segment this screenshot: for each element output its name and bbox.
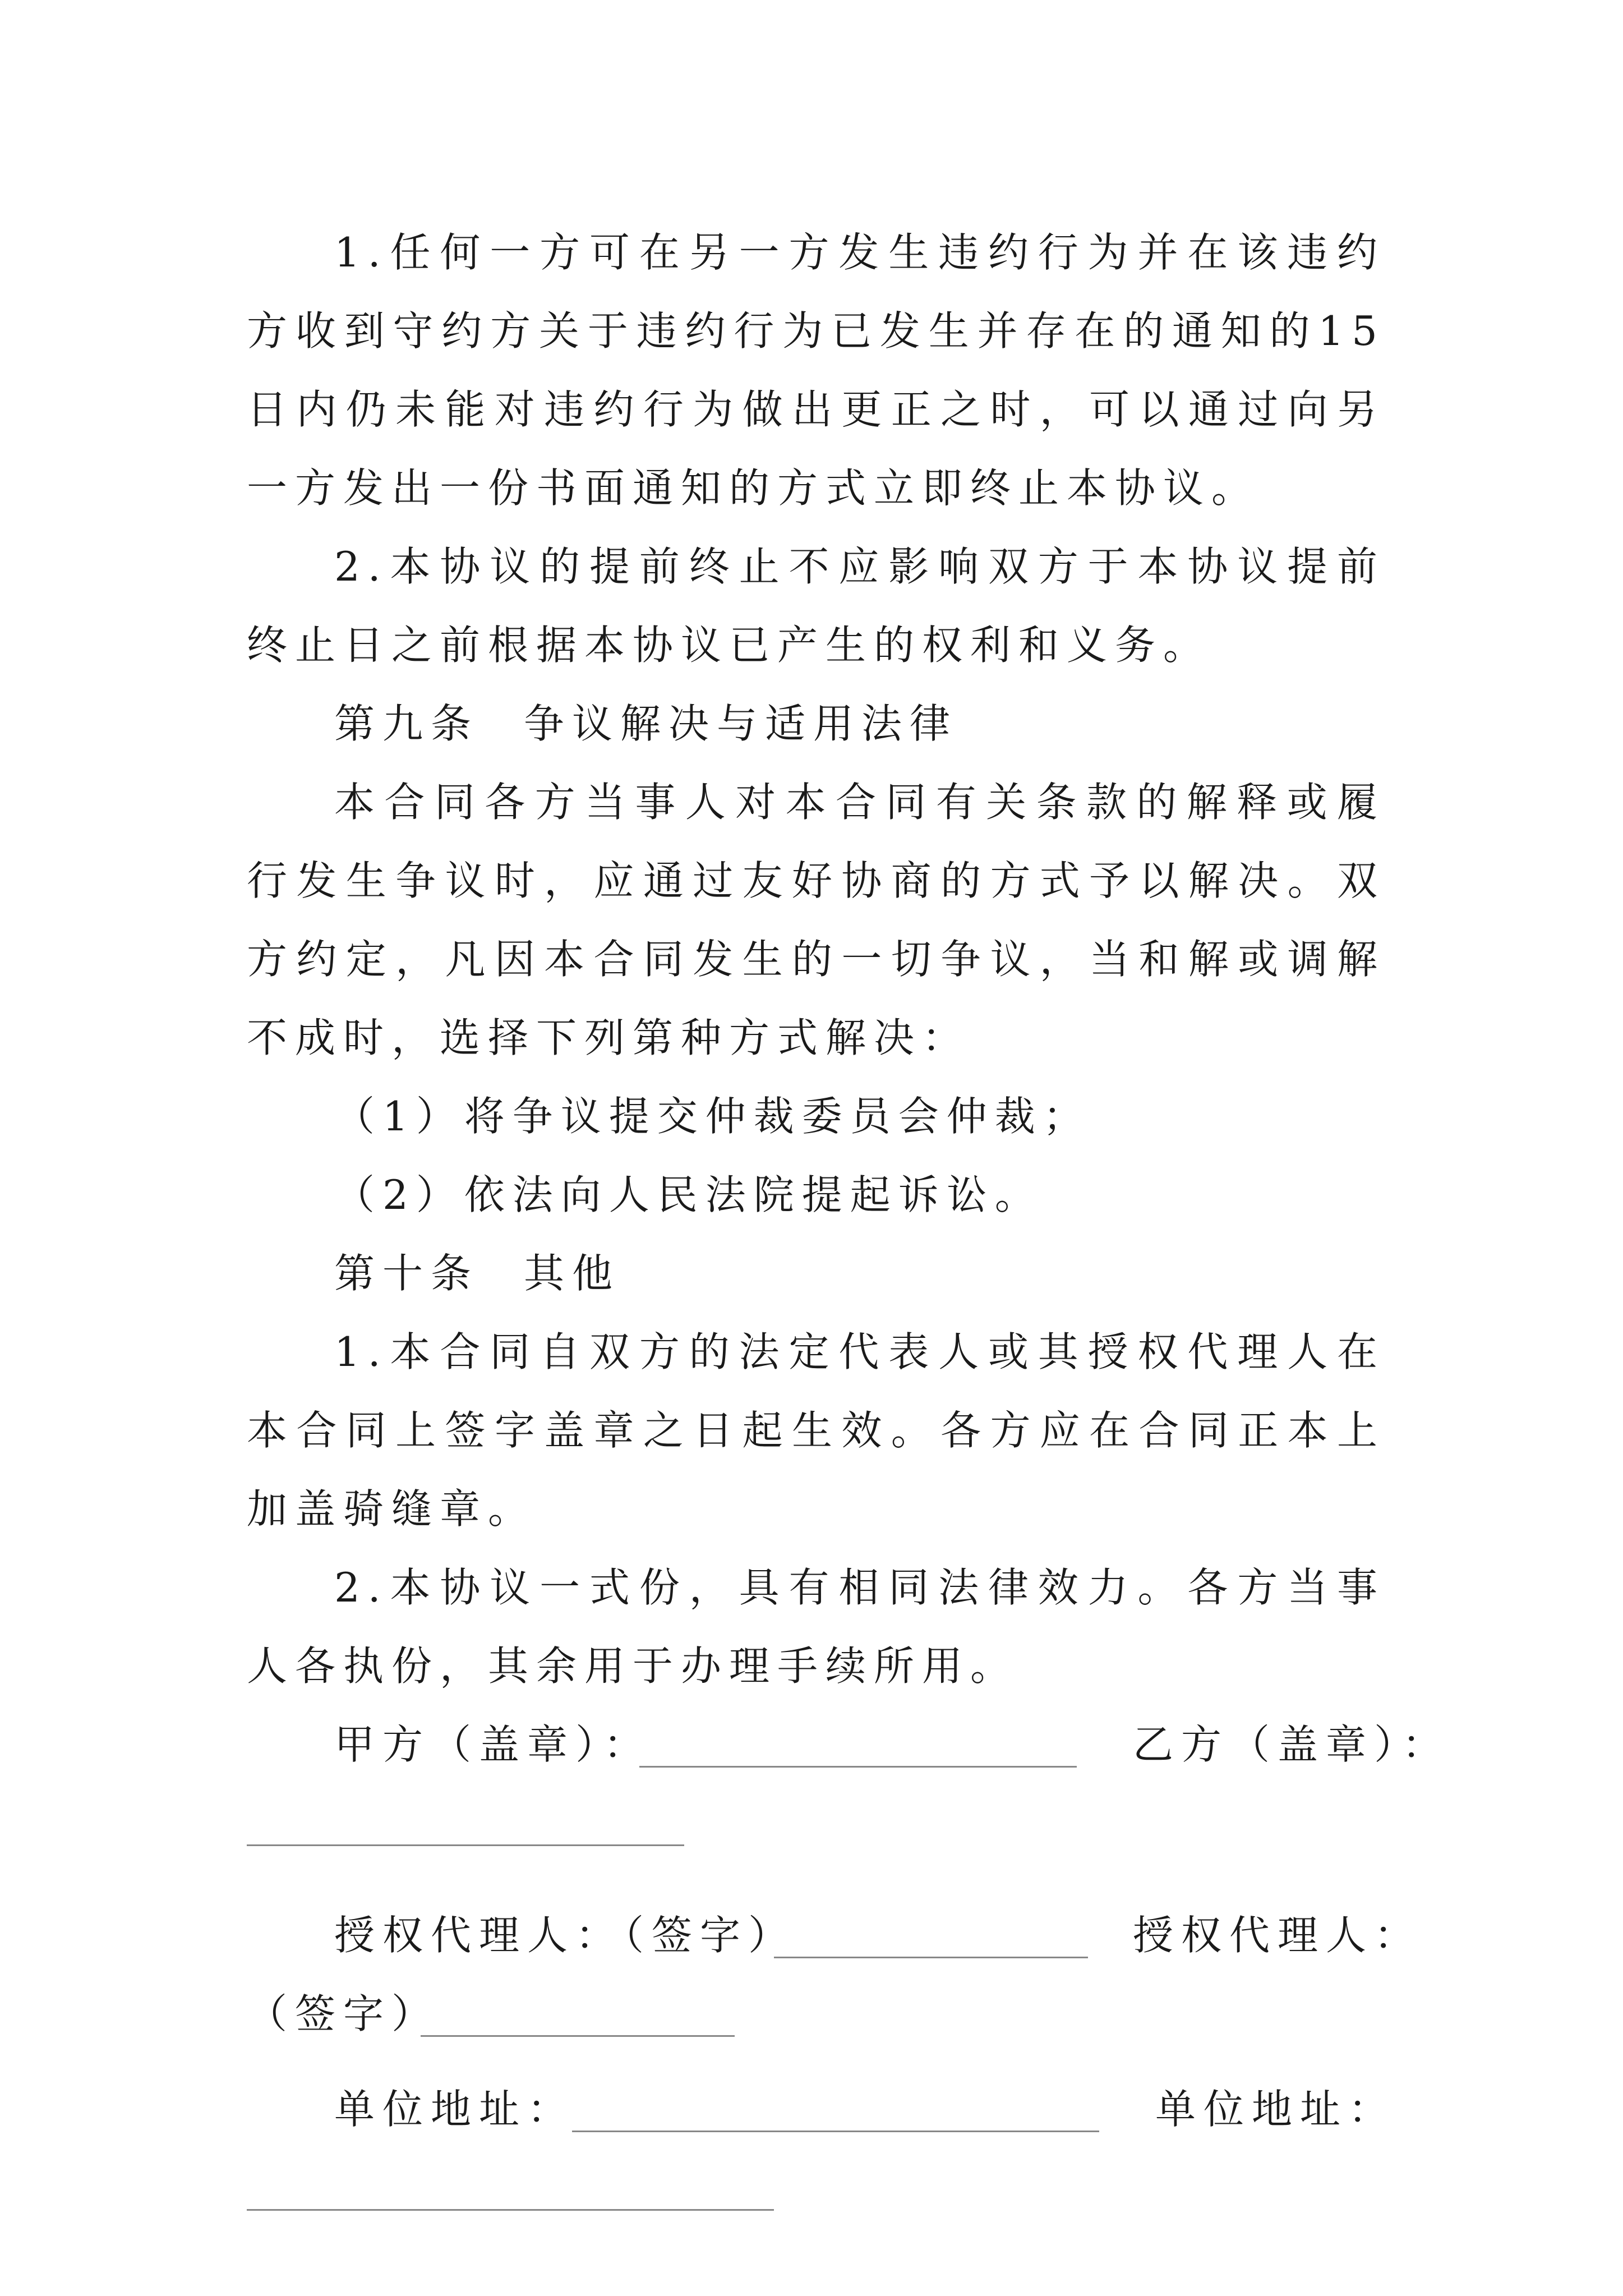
party-b-seal-blank[interactable] — [247, 1844, 684, 1846]
seal-row — [247, 1705, 1451, 1784]
party-b-seal-label: 乙方（盖章）： — [1133, 1721, 1451, 1768]
article-10-heading — [247, 1234, 1385, 1313]
agent-a-label: 授权代理人：（签字） — [334, 1912, 797, 1959]
article-10-title: 其他 — [524, 1250, 621, 1297]
seal-row-continued — [247, 1784, 1385, 1862]
address-a-blank[interactable] — [572, 2131, 1099, 2132]
address-row-continued — [247, 2148, 1385, 2227]
clause-other-2: 2.本协议一式份，具有相同法律效力。各方当事人各执份，其余用于办理手续所用。 — [247, 1564, 1385, 1690]
clause-termination-1: 1.任何一方可在另一方发生违约行为并在该违约方收到守约方关于违约行为已发生并存在的通知的15日内仍未能对违约行为做出更正之时，可以通过向另一方发出一份书面通知的方式立即终止本协议。 — [247, 229, 1385, 512]
party-a-seal-label: 甲方（盖章）： — [334, 1721, 652, 1768]
clause-other-1: 1.本合同自双方的法定代表人或其授权代理人在本合同上签字盖章之日起生效。各方应在合同正本上加盖骑缝章。 — [247, 1328, 1385, 1533]
agent-row — [247, 1896, 1423, 1975]
agent-a-blank[interactable] — [774, 1957, 1088, 1958]
address-b-blank[interactable] — [247, 2209, 774, 2211]
agent-row-continued — [247, 1975, 1385, 2053]
address-row — [247, 2070, 1397, 2148]
article-10-number: 第十条 — [334, 1250, 479, 1297]
agent-b-label: 授权代理人： — [1133, 1912, 1423, 1959]
article-9-heading — [247, 684, 1385, 763]
address-b-label: 单位地址： — [1155, 2086, 1397, 2133]
party-a-seal-blank[interactable] — [639, 1766, 1077, 1768]
clause-termination-2: 2.本协议的提前终止不应影响双方于本协议提前终止日之前根据本协议已产生的权利和义务。 — [247, 543, 1385, 669]
clause-dispute: 本合同各方当事人对本合同有关条款的解释或履行发生争议时，应通过友好协商的方式予以解决。双方约定，凡因本合同发生的一切争议，当和解或调解不成时，选择下列第种方式解决： — [247, 779, 1385, 1061]
dispute-option-2: （2）依法向人民法院提起诉讼。 — [334, 1171, 1043, 1218]
address-a-label: 单位地址： — [334, 2086, 576, 2133]
agent-b-sign-label: （签字） — [247, 1990, 440, 2037]
dispute-option-1: （1）将争议提交仲裁委员会仲裁； — [334, 1093, 1091, 1140]
article-9-number: 第九条 — [334, 700, 479, 747]
document-page — [247, 213, 1451, 2227]
article-9-title: 争议解决与适用法律 — [524, 700, 958, 747]
agent-b-blank[interactable] — [421, 2035, 735, 2037]
